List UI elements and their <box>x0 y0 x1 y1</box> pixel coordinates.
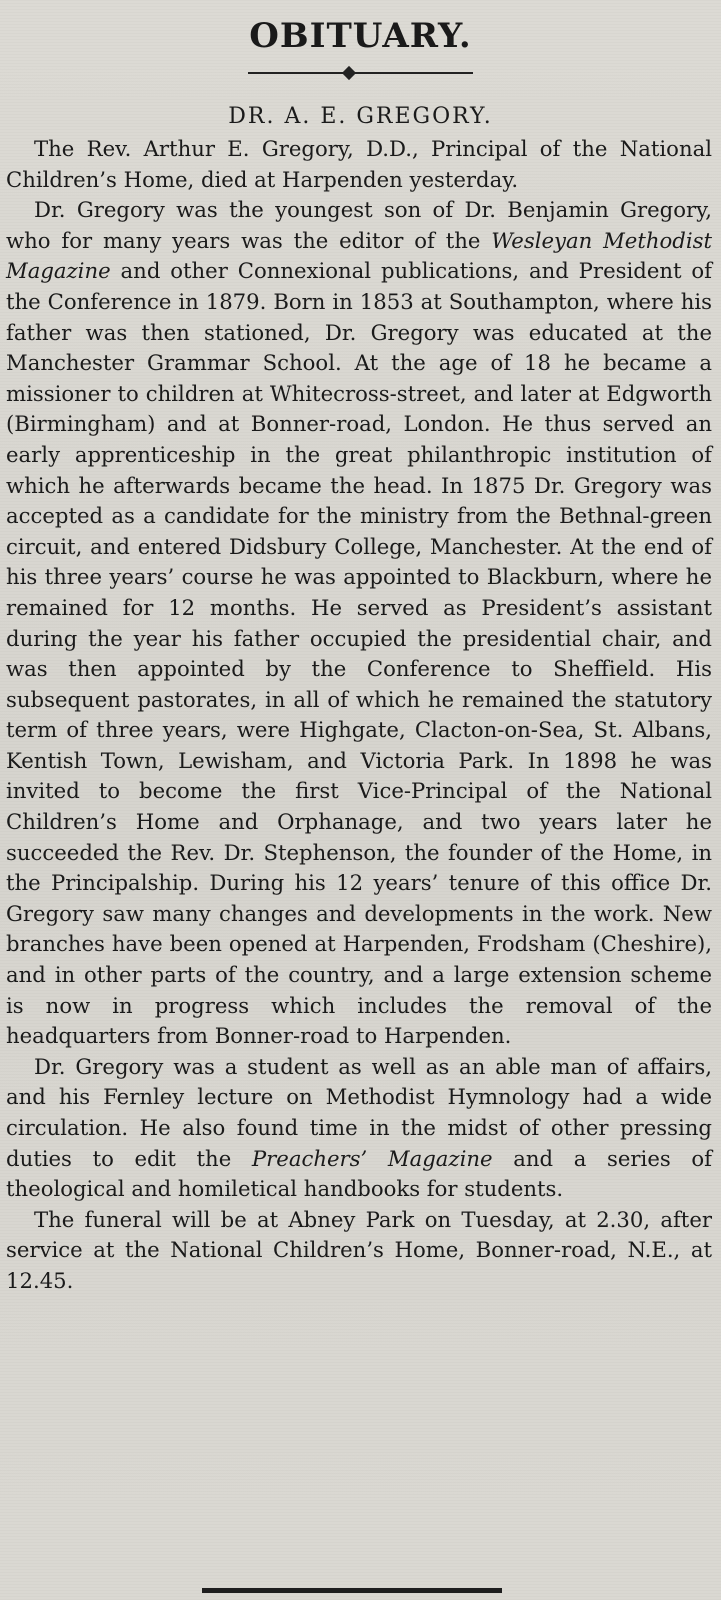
paragraph-text: Dr. Gregory was the youngest son of Dr. Benjamin Gregory, who for many years was the editor of the <box>6 197 712 253</box>
rule-diamond-ornament <box>342 66 356 80</box>
bottom-rule <box>202 1588 502 1593</box>
obituary-subhead: DR. A. E. GREGORY. <box>228 104 493 129</box>
article-paragraph <box>6 1205 712 1297</box>
paragraph-text: Dr. Gregory was a student as well as an able man of affairs, and his Fernley lecture on Methodist Hymnology had a wide circulation. He also found time in the midst of other pressing duties to edit the <box>6 1053 712 1171</box>
article-paragraph <box>6 195 712 1052</box>
article-body <box>6 134 712 1297</box>
ornamental-rule <box>248 72 473 74</box>
paragraph-text: The funeral will be at Abney Park on Tuesday, at 2.30, after service at the National Children’s Home, Bonner-road, N.E., at 12.45. <box>6 1206 712 1293</box>
obituary-headline: OBITUARY. <box>249 16 472 56</box>
italic-title: Wesleyan Methodist Magazine <box>6 227 712 284</box>
italic-title: Preachers’ Magazine <box>251 1145 493 1171</box>
paragraph-text: The Rev. Arthur E. Gregory, D.D., Principal of the National Children’s Home, died at Harpenden yesterday. <box>6 136 712 192</box>
article-paragraph <box>6 134 712 195</box>
paragraph-text: and a series of theological and homiletical handbooks for students. <box>6 1145 712 1202</box>
article-paragraph <box>6 1052 712 1205</box>
paragraph-text: and other Connexional publications, and President of the Conference in 1879. Born in 1853 at Southampton, where his father was then stationed, Dr. Gregory was educated at the Manchester Grammar School. At the age of 18 he became a missioner to children at Whitecross-street, and later at Edgworth (Birmingham) and at Bonner-road, London. He thus served an early apprenticeship in the great philanthropic institution of which he afterwards became the head. In 1875 Dr. Gregory was accepted as a candidate for the ministry from the Bethnal-green circuit, and entered Didsbury College, Manchester. At the end of his three years’ course he was appointed to Blackburn, where he remained for 12 months. He served as President’s assistant during the year his father occupied the presidential chair, and was then appointed by the Conference to Sheffield. His subsequent pastorates, in all of which he remained the statutory term of three years, were Highgate, Clacton-on-Sea, St. Albans, Kentish Town, Lewisham, and Victoria Park. In 1898 he was invited to become the first Vice-Principal of the National Children’s Home and Orphanage, and two years later he succeeded the Rev. Dr. Stephenson, the founder of the Home, in the Principalship. During his 12 years’ tenure of this office Dr. Gregory saw many changes and developments in the work. New branches have been opened at Harpenden, Frodsham (Cheshire), and in other parts of the country, and a large extension scheme is now in progress which includes the removal of the headquarters from Bonner-road to Harpenden. <box>6 258 712 1049</box>
